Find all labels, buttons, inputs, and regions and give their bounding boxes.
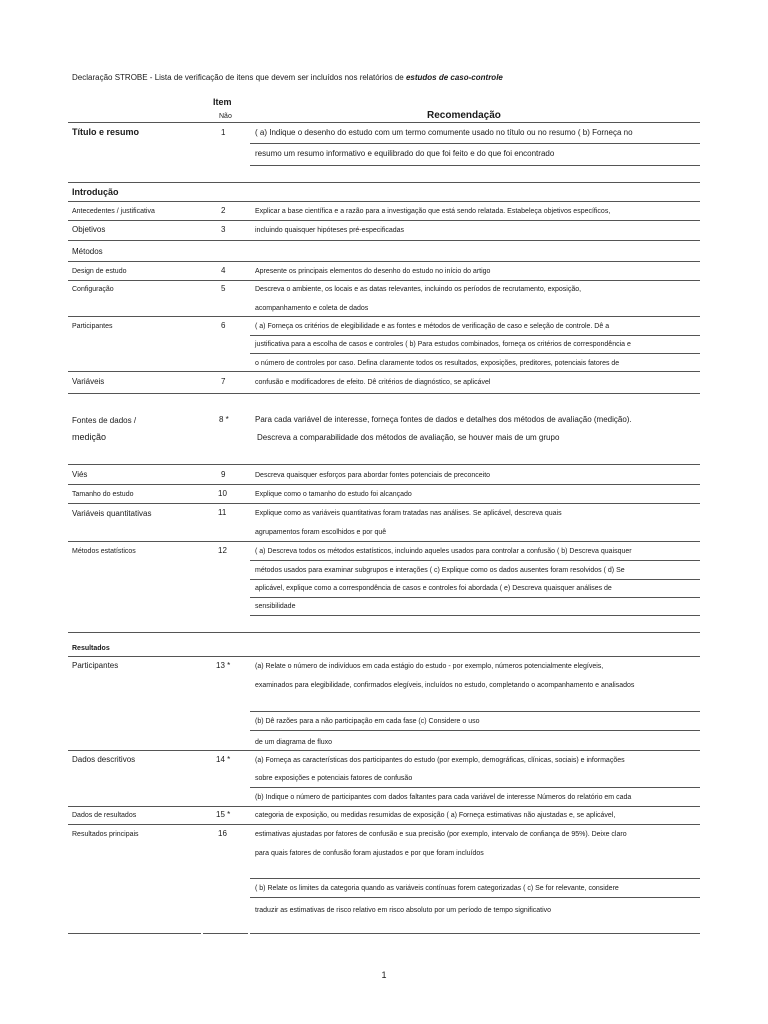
row-rule: [250, 353, 700, 354]
row-rule: [68, 393, 700, 394]
header-nao: Não: [219, 113, 232, 120]
header-rule: [68, 122, 700, 123]
section-rule: [68, 632, 700, 633]
rec-text-8b: Descreva a comparabilidade dos métodos de avaliação, se houver mais de um grupo: [257, 433, 560, 442]
row-rule: [68, 316, 700, 317]
row-label-13: Participantes: [72, 661, 119, 670]
header-item: Item: [213, 97, 232, 107]
row-rule: [68, 371, 700, 372]
row-label-9: Viés: [72, 470, 88, 479]
section-rule: [68, 182, 700, 183]
rec-text-12d: sensibilidade: [255, 603, 296, 610]
item-number-15: 15 *: [216, 810, 231, 819]
row-label-3: Objetivos: [72, 225, 106, 234]
rec-text-14c: (b) Indique o número de participantes com dados faltantes para cada variável de interesse Números do relatório em cada: [255, 794, 632, 801]
row-rule: [68, 484, 700, 485]
row-label-4: Design de estudo: [72, 268, 127, 275]
item-number-1: 1: [221, 128, 226, 137]
rec-text-9: Descreva quaisquer esforços para abordar fontes potenciais de preconceito: [255, 472, 491, 479]
row-rule: [250, 335, 700, 336]
rec-text-13b: examinados para elegibilidade, confirmados elegíveis, incluídos no estudo, completando o acompanhamento e analisados: [255, 682, 635, 689]
row-rule: [250, 878, 700, 879]
rec-text-5b: acompanhamento e coleta de dados: [255, 305, 369, 312]
row-rule: [250, 579, 700, 580]
row-label-10: Tamanho do estudo: [72, 491, 134, 498]
row-rule: [250, 730, 700, 731]
bottom-rule: [250, 933, 700, 934]
rec-text-11b: agrupamentos foram escolhidos e por quê: [255, 529, 387, 536]
item-number-3: 3: [221, 225, 226, 234]
item-number-8: 8 *: [219, 415, 229, 424]
row-rule: [68, 541, 700, 542]
rec-text-8a: Para cada variável de interesse, forneça fontes de dados e detalhes dos métodos de avaliação (medição).: [255, 415, 632, 424]
item-number-13: 13 *: [216, 661, 231, 670]
document-title: [72, 74, 503, 82]
row-rule: [68, 464, 700, 465]
row-label-16: Resultados principais: [72, 831, 139, 838]
row-rule: [68, 280, 700, 281]
rec-text-1b: resumo um resumo informativo e equilibrado do que foi feito e do que foi encontrado: [255, 149, 555, 158]
row-rule: [250, 615, 700, 616]
page-number: 1: [381, 970, 387, 980]
item-number-11: 11: [218, 508, 227, 517]
item-number-7: 7: [221, 377, 226, 386]
row-label-2: Antecedentes / justificativa: [72, 208, 155, 215]
item-number-5: 5: [221, 284, 226, 293]
item-number-9: 9: [221, 470, 226, 479]
rec-text-13d: de um diagrama de fluxo: [255, 739, 333, 746]
item-number-12: 12: [218, 546, 227, 555]
rec-text-1a: ( a) Indique o desenho do estudo com um termo comumente usado no título ou no resumo ( b) Forneça no: [255, 128, 633, 137]
header-recomendacao: Recomendação: [427, 110, 501, 121]
document-title-italic: estudos de caso-controle: [405, 73, 503, 82]
row-rule: [250, 597, 700, 598]
rec-text-6b: justificativa para a escolha de casos e controles ( b) Para estudos combinados, forneça os critérios de correspondência e: [255, 341, 631, 348]
row-label-7: Variáveis: [72, 377, 105, 386]
row-rule: [250, 165, 700, 166]
rec-text-13a: (a) Relate o número de indivíduos em cada estágio do estudo - por exemplo, números potencialmente elegíveis,: [255, 663, 604, 670]
rec-text-2: Explicar a base científica e a razão para a investigação que está sendo relatada. Estabeleça objetivos específicos,: [255, 208, 611, 215]
row-rule: [250, 143, 700, 144]
row-rule: [68, 220, 700, 221]
item-number-14: 14 *: [216, 755, 231, 764]
section-rule: [68, 201, 700, 202]
rec-text-3: incluindo quaisquer hipóteses pré-especificadas: [255, 227, 405, 234]
rec-text-16c: ( b) Relate os limites da categoria quando as variáveis contínuas forem categorizadas ( c) Se for relevante, considere: [255, 885, 619, 892]
section-rule: [68, 261, 700, 262]
bottom-rule: [68, 933, 201, 934]
section-rule: [68, 656, 700, 657]
rec-text-6a: ( a) Forneça os critérios de elegibilidade e as fontes e métodos de verificação de caso e seleção de controle. Dê a: [255, 323, 610, 330]
rec-text-6d: confusão e modificadores de efeito. Dê critérios de diagnóstico, se aplicável: [255, 379, 491, 386]
row-label-14: Dados descritivos: [72, 755, 136, 764]
row-label-8b: medição: [72, 432, 107, 442]
section-metodos: Métodos: [72, 247, 103, 256]
row-label-6: Participantes: [72, 323, 113, 330]
section-resultados: Resultados: [72, 645, 110, 652]
item-number-2: 2: [221, 206, 226, 215]
rec-text-12c: aplicável, explique como a correspondência de casos e controles foi abordada ( e) Descreva quaisquer análises de: [255, 585, 612, 592]
rec-text-12b: métodos usados para examinar subgrupos e interações ( c) Explique como os dados ausentes foram resolvidos ( d) Se: [255, 567, 625, 574]
rec-text-16d: traduzir as estimativas de risco relativo em risco absoluto por um período de tempo significativo: [255, 907, 552, 914]
item-number-10: 10: [218, 489, 227, 498]
item-number-16: 16: [218, 829, 227, 838]
section-introducao: Introdução: [72, 187, 119, 197]
row-rule: [68, 750, 700, 751]
rec-text-11a: Explique como as variáveis quantitativas foram tratadas nas análises. Se aplicável, descreva quais: [255, 510, 562, 517]
row-rule: [250, 711, 700, 712]
rec-text-14a: (a) Forneça as características dos participantes do estudo (por exemplo, demográficas, clínicas, sociais) e informações: [255, 757, 625, 764]
rec-text-5a: Descreva o ambiente, os locais e as datas relevantes, incluindo os períodos de recrutamento, exposição,: [255, 286, 582, 293]
rec-text-12a: ( a) Descreva todos os métodos estatísticos, incluindo aqueles usados para controlar a confusão ( b) Descreva quaisquer: [255, 548, 632, 555]
row-rule: [250, 560, 700, 561]
rec-text-16a: estimativas ajustadas por fatores de confusão e sua precisão (por exemplo, intervalo de confiança de 95%). Deixe claro: [255, 831, 627, 838]
row-rule: [250, 787, 700, 788]
row-label-5: Configuração: [72, 286, 114, 293]
row-label-15: Dados de resultados: [72, 812, 137, 819]
rec-text-14b: sobre exposições e potenciais fatores de confusão: [255, 775, 413, 782]
rec-text-16b: para quais fatores de confusão foram ajustados e por que foram incluídos: [255, 850, 484, 857]
bottom-rule: [203, 933, 248, 934]
row-label-12: Métodos estatísticos: [72, 548, 136, 555]
rec-text-6c: o número de controles por caso. Defina claramente todos os resultados, exposições, preditores, potenciais fatores de: [255, 360, 620, 367]
row-label-8: Fontes de dados /: [72, 416, 137, 425]
rec-text-4: Apresente os principais elementos do desenho do estudo no início do artigo: [255, 268, 491, 275]
item-number-4: 4: [221, 266, 226, 275]
row-rule: [68, 503, 700, 504]
row-rule: [68, 240, 700, 241]
rec-text-10: Explique como o tamanho do estudo foi alcançado: [255, 491, 412, 498]
document-title-prefix: Declaração STROBE - Lista de verificação de itens que devem ser incluídos nos relatórios de: [72, 73, 406, 82]
row-rule: [250, 897, 700, 898]
rec-text-15: categoria de exposição, ou medidas resumidas de exposição ( a) Forneça estimativas não ajustadas e, se aplicável,: [255, 812, 616, 819]
section-titulo: Título e resumo: [72, 127, 140, 137]
item-number-6: 6: [221, 321, 226, 330]
rec-text-13c: (b) Dê razões para a não participação em cada fase (c) Considere o uso: [255, 718, 480, 725]
row-rule: [68, 806, 700, 807]
row-label-11: Variáveis quantitativas: [72, 509, 152, 518]
row-rule: [68, 824, 700, 825]
